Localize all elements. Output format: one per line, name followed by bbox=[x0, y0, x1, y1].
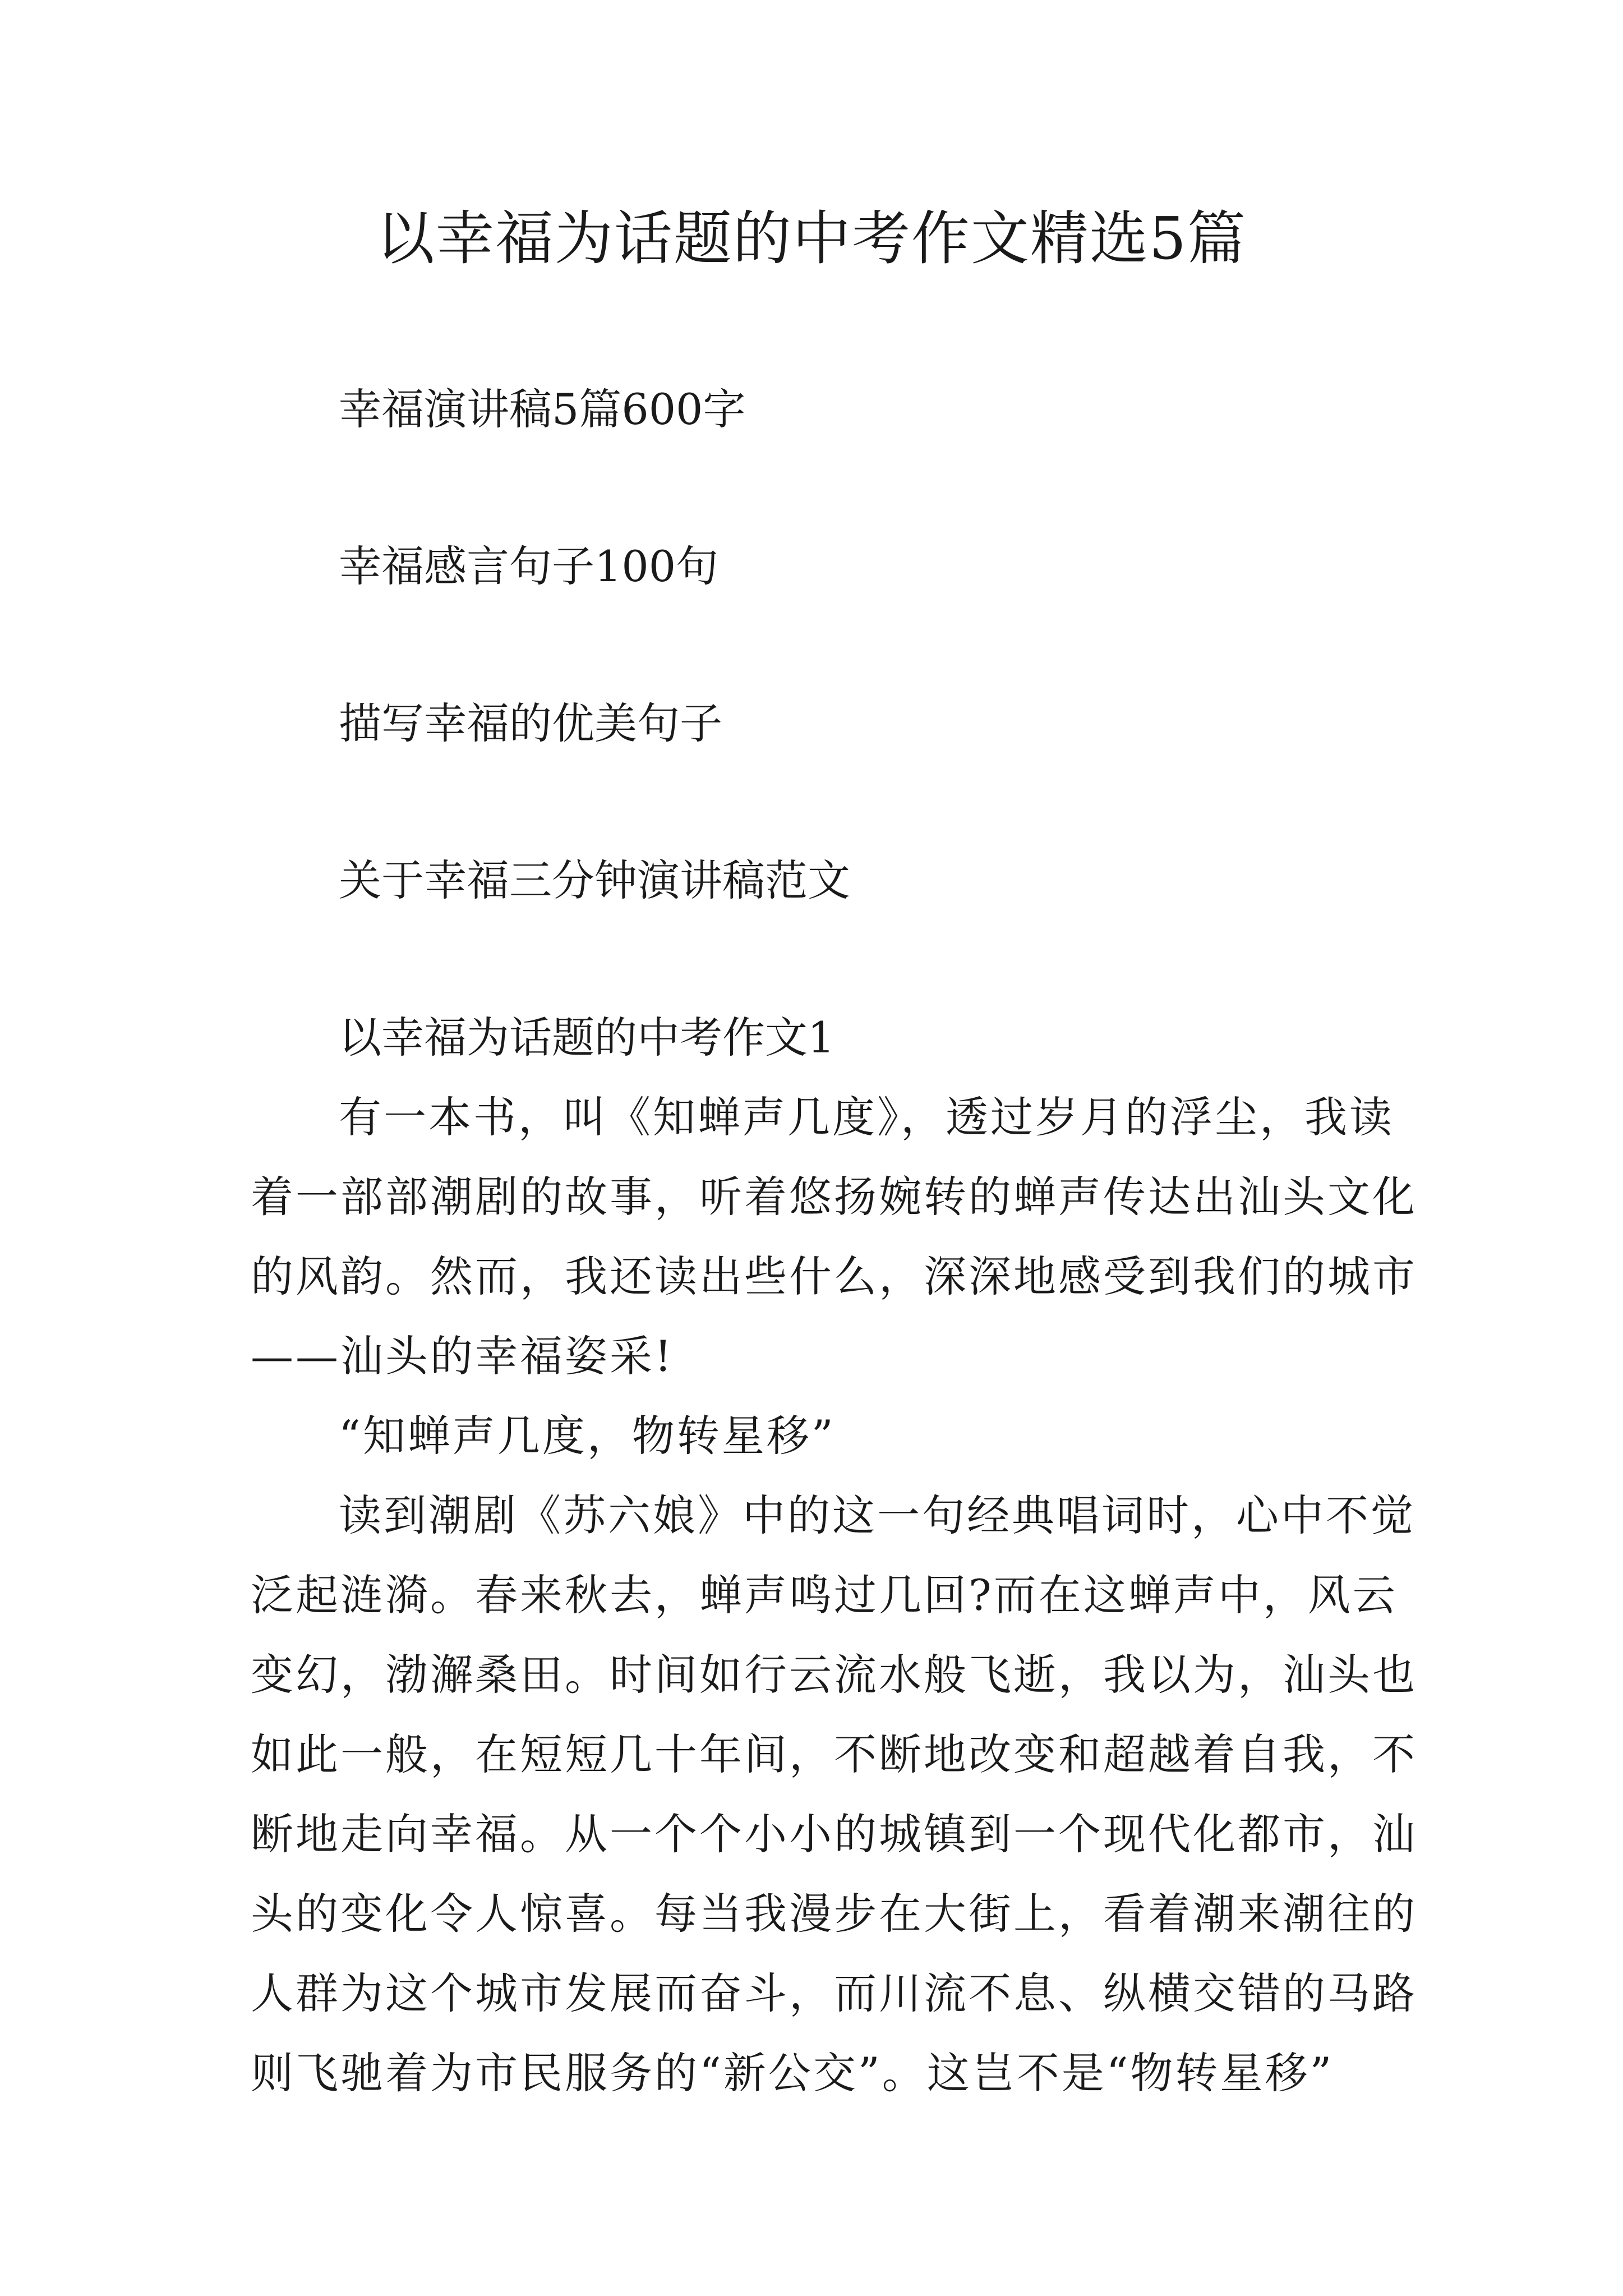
article-body bbox=[251, 1010, 1417, 2125]
paragraph-line: 断地走向幸福。从一个个小小的城镇到一个现代化都市，汕 bbox=[251, 1809, 1417, 1859]
paragraph-line: 则飞驰着为市民服务的“新公交”。这岂不是“物转星移” bbox=[251, 2048, 1334, 2098]
paragraph-line: ——汕头的幸福姿采! bbox=[251, 1331, 674, 1381]
paragraph-line: 头的变化令人惊喜。每当我漫步在大街上，看着潮来潮往的 bbox=[251, 1889, 1417, 1939]
related-link-quotes-100[interactable]: 幸福感言句子100句 bbox=[339, 541, 719, 591]
document-title: 以幸福为话题的中考作文精选5篇 bbox=[376, 204, 1247, 273]
paragraph-line: 的风韵。然而，我还读出些什么，深深地感受到我们的城市 bbox=[251, 1251, 1417, 1301]
section-heading: 以幸福为话题的中考作文1 bbox=[339, 1013, 835, 1062]
paragraph-line: “知蝉声几度，物转星移” bbox=[339, 1411, 836, 1461]
paragraph-line: 泛起涟漪。春来秋去，蝉声鸣过几回?而在这蝉声中，风云 bbox=[251, 1570, 1398, 1620]
paragraph-line: 如此一般，在短短几十年间，不断地改变和超越着自我，不 bbox=[251, 1729, 1417, 1779]
related-links-list bbox=[339, 381, 850, 1010]
paragraph-line: 读到潮剧《苏六娘》中的这一句经典唱词时，心中不觉 bbox=[339, 1490, 1415, 1540]
related-link-speech-600[interactable]: 幸福演讲稿5篇600字 bbox=[339, 384, 746, 434]
paragraph-line: 有一本书，叫《知蝉声几度》，透过岁月的浮尘，我读 bbox=[339, 1092, 1394, 1142]
related-link-three-minute-speech[interactable]: 关于幸福三分钟演讲稿范文 bbox=[339, 855, 850, 905]
paragraph-line: 变幻，渤澥桑田。时间如行云流水般飞逝，我以为，汕头也 bbox=[251, 1650, 1417, 1700]
related-link-beautiful-sentences[interactable]: 描写幸福的优美句子 bbox=[339, 698, 722, 748]
paragraph-line: 着一部部潮剧的故事，听着悠扬婉转的蝉声传达出汕头文化 bbox=[251, 1172, 1417, 1222]
paragraph-line: 人群为这个城市发展而奋斗，而川流不息、纵横交错的马路 bbox=[251, 1968, 1417, 2018]
